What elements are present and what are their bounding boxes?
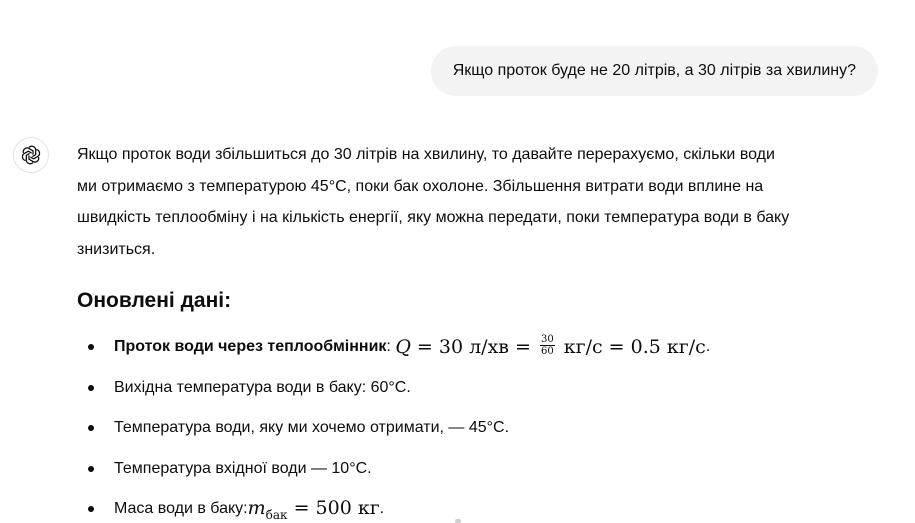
assistant-intro-paragraph — [77, 139, 892, 265]
math-fraction — [540, 334, 555, 357]
flow-end: . — [705, 338, 711, 356]
intro-line: знизиться. — [77, 240, 156, 258]
mass-end: . — [379, 500, 385, 518]
bullet-dot — [88, 506, 94, 512]
list-item-inlet-temp — [77, 449, 892, 490]
updated-data-list — [77, 327, 892, 523]
math-subscript: бак — [265, 507, 288, 522]
user-message-text: Якщо проток буде не 20 літрів, а 30 літрів за хвилину? — [452, 62, 856, 79]
intro-line: швидкість теплообміну і на кількість енергії, яку можна передати, поки температура води в баку — [77, 209, 790, 226]
flow-colon: : — [386, 338, 391, 356]
target-temp-text: Температура води, яку ми хочемо отримати, — 45°C. — [114, 419, 510, 437]
chatgpt-logo-icon — [20, 144, 42, 166]
bullet-dot — [88, 466, 94, 472]
assistant-avatar — [13, 137, 49, 173]
mass-label: Маса води в баку: — [114, 500, 248, 518]
fraction-denominator: 60 — [541, 346, 554, 357]
intro-line: Якщо проток води збільшиться до 30 літрів на хвилину, то давайте перерахуємо, скільки води — [77, 146, 775, 163]
math-rest: = 500 кг — [287, 496, 380, 519]
intro-line: ми отримаємо з температурою 45°C, поки бак охолоне. Збільшення витрати води вплине на — [77, 177, 764, 195]
list-item-flow — [77, 327, 892, 368]
math-eq1: = 30 л/хв = — [410, 335, 537, 358]
flow-formula — [395, 336, 705, 360]
list-item-target-temp — [77, 408, 892, 449]
bullet-dot — [88, 425, 94, 431]
fraction-numerator: 30 — [541, 334, 554, 345]
bullet-dot — [88, 385, 94, 391]
math-q: Q — [395, 335, 411, 358]
flow-label: Проток води через теплообмінник — [114, 338, 387, 356]
section-heading: Оновлені дані: — [77, 289, 232, 312]
math-m: m — [247, 496, 266, 519]
list-item-initial-temp — [77, 368, 892, 409]
inlet-temp-text: Температура вхідної води — 10°C. — [114, 459, 372, 477]
math-rest: кг/с = 0.5 кг/с — [557, 335, 706, 358]
scroll-indicator — [455, 519, 461, 523]
mass-formula — [248, 497, 380, 522]
initial-temp-text: Вихідна температура води в баку: 60°C. — [114, 378, 411, 396]
user-message-bubble — [431, 46, 878, 96]
assistant-message — [77, 139, 892, 522]
list-item-mass — [77, 489, 892, 523]
bullet-dot — [88, 344, 94, 350]
